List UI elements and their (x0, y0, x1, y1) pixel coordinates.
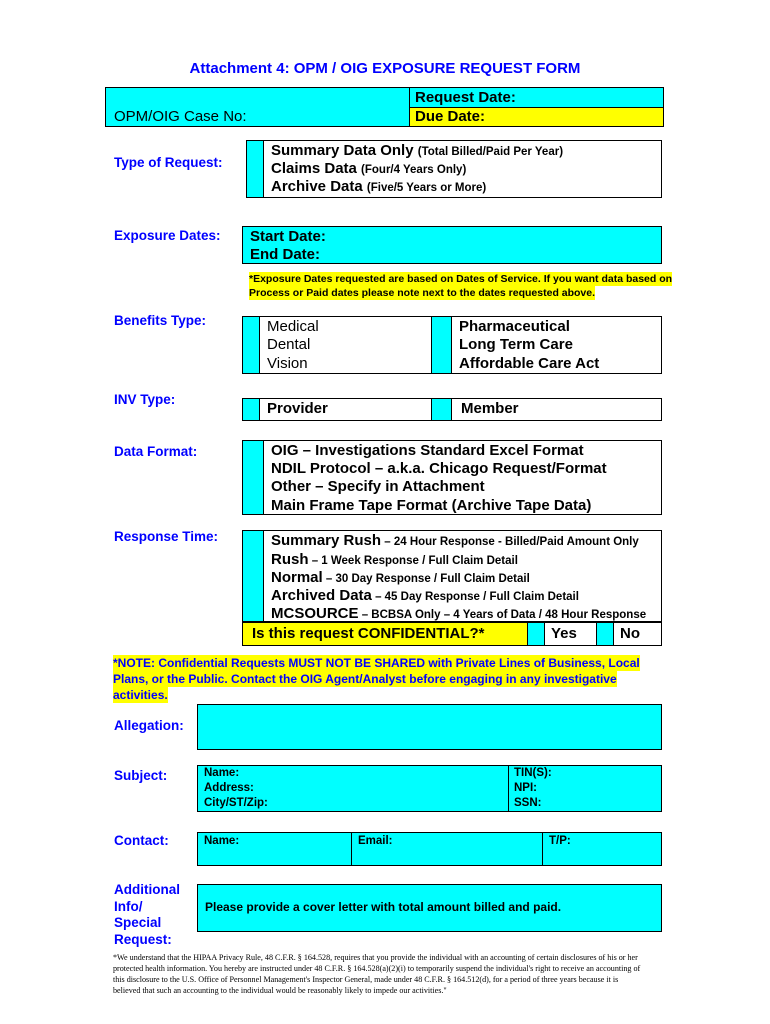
benefit-vision: Vision (267, 355, 308, 372)
subject-divider (508, 765, 509, 812)
contact-email-label: Email: (358, 835, 393, 847)
response-option-rush: Rush – 1 Week Response / Full Claim Detail (271, 551, 518, 568)
subject-address-label: Address: (204, 782, 254, 794)
response-option-archived: Archived Data – 45 Day Response / Full Claim Detail (271, 587, 579, 604)
confidential-note (113, 655, 640, 703)
exposure-note (249, 272, 672, 300)
response-time-label: Response Time: (114, 529, 219, 544)
footnote-line: this disclosure to the U.S. Office of Personnel Management's Inspector General, made under 48 C.F.R. § 164.512(d), for a period of three years because it is (113, 975, 619, 984)
type-option-summary: Summary Data Only (Total Billed/Paid Per Year) (271, 142, 564, 159)
data-format-checkbox-column[interactable] (242, 440, 264, 515)
footnote-line: *We understand that the HIPAA Privacy Rule, 48 C.F.R. § 164.528, requires that you provide the individual with an accounting of certain disclosures of his or her (113, 953, 638, 962)
subject-tin-label: TIN(S): (514, 767, 552, 779)
confidential-no-label: No (620, 625, 640, 642)
subject-npi-label: NPI: (514, 782, 537, 794)
confidential-note-line3: activities. (113, 688, 168, 702)
contact-divider (542, 832, 543, 866)
confidential-yes-checkbox[interactable] (527, 622, 545, 646)
exposure-note-line2: Process or Paid dates please note next to the dates requested above. (249, 287, 596, 299)
contact-divider (351, 832, 352, 866)
inv-member-checkbox[interactable] (431, 398, 452, 421)
page-title: Attachment 4: OPM / OIG EXPOSURE REQUEST FORM (189, 60, 581, 77)
benefit-medical: Medical (267, 318, 319, 335)
additional-label-line: Info/ (114, 898, 143, 914)
contact-name-label: Name: (204, 835, 240, 847)
end-date-label: End Date: (250, 246, 321, 263)
inv-provider-label: Provider (267, 400, 328, 417)
benefit-dental: Dental (267, 336, 311, 353)
exposure-note-line1: *Exposure Dates requested are based on Dates of Service. If you want data based on (249, 273, 673, 285)
type-option-claims: Claims Data (Four/4 Years Only) (271, 160, 467, 177)
additional-info-text: Please provide a cover letter with total amount billed and paid. (205, 900, 562, 914)
contact-label: Contact: (114, 833, 169, 848)
request-date-label: Request Date: (415, 89, 516, 106)
subject-ssn-label: SSN: (514, 797, 542, 809)
hipaa-footnote (113, 952, 673, 996)
confidential-question: Is this request CONFIDENTIAL?* (252, 625, 485, 642)
additional-label-line: Request: (114, 931, 172, 947)
additional-label-line: Additional (114, 882, 180, 897)
subject-city-label: City/ST/Zip: (204, 797, 268, 809)
contact-field[interactable] (197, 832, 662, 866)
inv-provider-checkbox[interactable] (242, 398, 260, 421)
benefits-left-checkbox-column[interactable] (242, 316, 260, 374)
confidential-yes-label: Yes (551, 625, 577, 642)
benefit-long-term-care: Long Term Care (459, 336, 573, 353)
confidential-note-line1: *NOTE: Confidential Requests MUST NOT BE SHARED with Private Lines of Business, Local (113, 656, 640, 670)
additional-label-line: Special (114, 915, 162, 930)
benefits-right-checkbox-column[interactable] (431, 316, 452, 374)
inv-member-label: Member (461, 400, 519, 417)
response-time-checkbox-column[interactable] (242, 530, 264, 622)
contact-tp-label: T/P: (549, 835, 571, 847)
due-date-label: Due Date: (415, 108, 486, 125)
response-option-normal: Normal – 30 Day Response / Full Claim Detail (271, 569, 530, 586)
exposure-dates-label: Exposure Dates: (114, 228, 221, 243)
benefit-affordable-care-act: Affordable Care Act (459, 355, 600, 372)
subject-label: Subject: (114, 768, 168, 783)
type-of-request-checkbox-column[interactable] (246, 140, 264, 198)
type-option-archive: Archive Data (Five/5 Years or More) (271, 178, 487, 195)
allegation-field[interactable] (197, 704, 662, 750)
footnote-line: believed that such an accounting to the individual would be reasonably likely to impede our activities." (113, 986, 447, 995)
footnote-line: protected health information. You hereby are instructed under 48 C.F.R. § 164.528(a)(2)(i) to temporarily suspend the individual's right to receive an accounting of (113, 964, 641, 973)
data-format-option: OIG – Investigations Standard Excel Format (271, 442, 584, 459)
confidential-note-line2: Plans, or the Public. Contact the OIG Agent/Analyst before engaging in any investigative (113, 672, 617, 686)
type-of-request-label: Type of Request: (114, 155, 223, 170)
benefits-type-label: Benefits Type: (114, 313, 207, 328)
subject-name-label: Name: (204, 767, 240, 779)
inv-type-label: INV Type: (114, 392, 176, 407)
data-format-label: Data Format: (114, 444, 198, 459)
data-format-option: Main Frame Tape Format (Archive Tape Data) (271, 497, 592, 514)
data-format-option: NDIL Protocol – a.k.a. Chicago Request/Format (271, 460, 607, 477)
allegation-label: Allegation: (114, 718, 184, 733)
benefit-pharmaceutical: Pharmaceutical (459, 318, 570, 335)
response-option-summary-rush: Summary Rush – 24 Hour Response - Billed/Paid Amount Only (271, 532, 639, 549)
response-option-mcsource: MCSOURCE – BCBSA Only – 4 Years of Data / 48 Hour Response (271, 605, 647, 622)
data-format-option: Other – Specify in Attachment (271, 478, 485, 495)
start-date-label: Start Date: (250, 228, 326, 245)
additional-info-label (114, 882, 180, 948)
confidential-no-checkbox[interactable] (596, 622, 614, 646)
case-number-label: OPM/OIG Case No: (114, 108, 247, 125)
